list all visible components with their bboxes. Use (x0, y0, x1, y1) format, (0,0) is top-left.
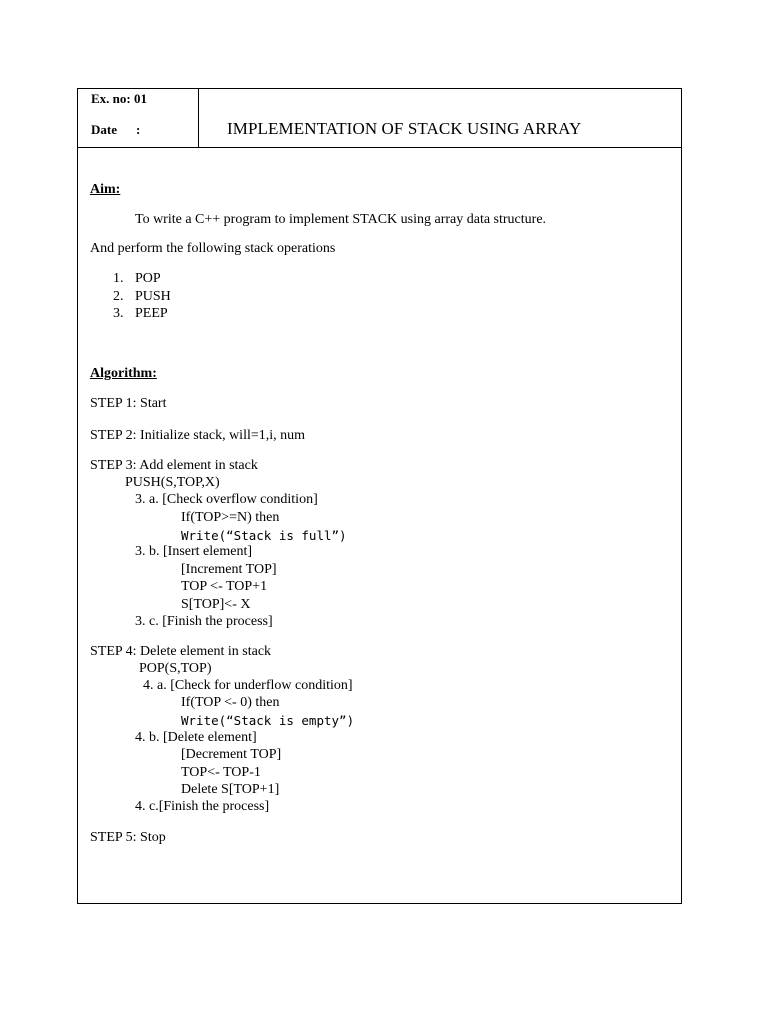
algorithm-line: PUSH(S,TOP,X) (125, 475, 220, 490)
operation-item: POP (135, 271, 161, 286)
aim-operations-intro: And perform the following stack operations (90, 241, 336, 256)
algorithm-line: If(TOP <- 0) then (181, 695, 280, 710)
algorithm-line: Delete S[TOP+1] (181, 782, 280, 797)
algorithm-line: If(TOP>=N) then (181, 510, 280, 525)
aim-heading: Aim: (90, 182, 121, 197)
exercise-number: Ex. no: 01 (91, 91, 147, 106)
algorithm-step: STEP 5: Stop (90, 830, 166, 845)
algorithm-line: [Decrement TOP] (181, 747, 282, 762)
algorithm-substep: 3. c. [Finish the process] (135, 614, 273, 629)
algorithm-step: STEP 1: Start (90, 396, 167, 411)
aim-text: To write a C++ program to implement STACK using array data structure. (135, 212, 547, 227)
algorithm-line: S[TOP]<- X (181, 597, 251, 612)
operation-item: PEEP (135, 306, 168, 321)
algorithm-line: Write(“Stack is full”) (181, 528, 347, 543)
algorithm-line: [Increment TOP] (181, 562, 277, 577)
algorithm-heading: Algorithm: (90, 366, 157, 381)
algorithm-substep: 4. a. [Check for underflow condition] (143, 678, 353, 693)
operation-number: 2. (113, 289, 124, 304)
algorithm-line: TOP<- TOP-1 (181, 765, 261, 780)
operation-number: 1. (113, 271, 124, 286)
operation-item: PUSH (135, 289, 171, 304)
header-row (78, 89, 681, 148)
date-label: Date (91, 122, 117, 137)
operation-number: 3. (113, 306, 124, 321)
algorithm-substep: 4. c.[Finish the process] (135, 799, 270, 814)
algorithm-substep: 3. b. [Insert element] (135, 544, 253, 559)
date-colon: : (136, 122, 141, 137)
algorithm-step: STEP 3: Add element in stack (90, 458, 258, 473)
algorithm-substep: 3. a. [Check overflow condition] (135, 492, 318, 507)
algorithm-line: Write(“Stack is empty”) (181, 713, 355, 728)
algorithm-line: TOP <- TOP+1 (181, 579, 268, 594)
document-title: IMPLEMENTATION OF STACK USING ARRAY (227, 119, 582, 138)
header-info-cell (78, 89, 199, 147)
algorithm-step: STEP 2: Initialize stack, will=1,i, num (90, 428, 306, 443)
algorithm-line: POP(S,TOP) (139, 661, 212, 676)
algorithm-step: STEP 4: Delete element in stack (90, 644, 272, 659)
algorithm-substep: 4. b. [Delete element] (135, 730, 257, 745)
